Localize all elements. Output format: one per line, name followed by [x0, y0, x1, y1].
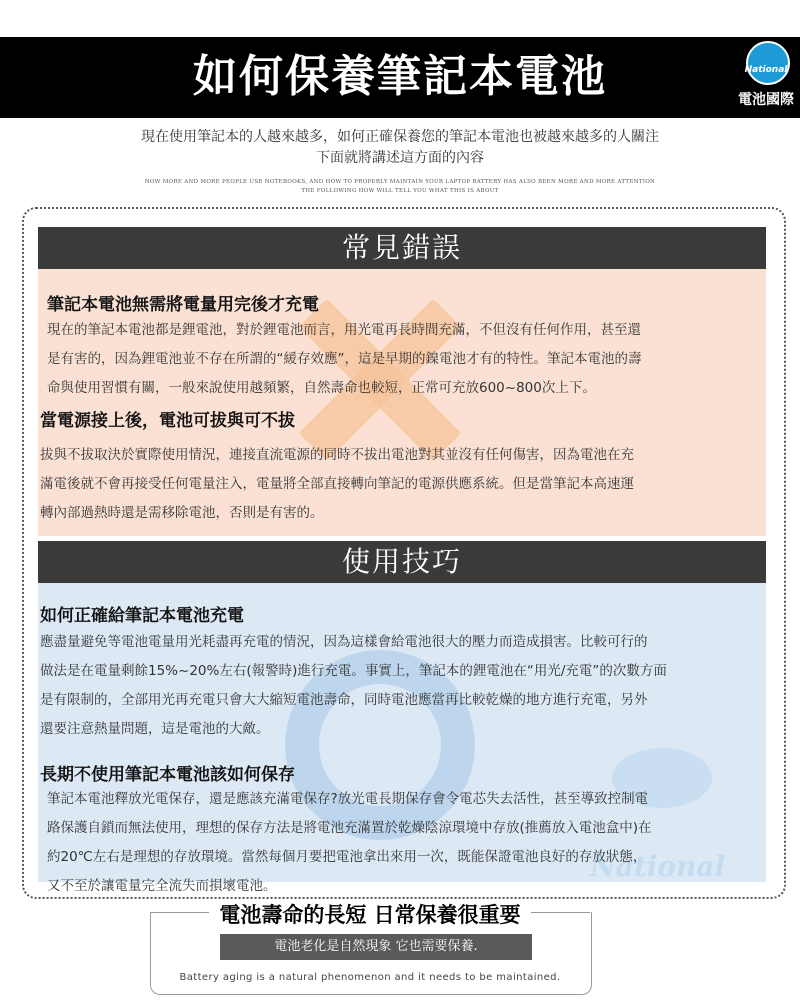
tip-body-2: 筆記本電池釋放光電保存，還是應該充滿電保存?放光電長期保存會令電芯失去活性，甚至導致控制電 路保護自鎖而無法使用，理想的保存方法是將電池充滿置於乾燥陰涼環境中存放(推薦放入電池盒中)在 約20℃左右是理想的存放環境。當然每個月要把電池拿出來用一次，既能保證電池良好的存放狀態， 又不至於讓電量完全流失而損壞電池。 — [47, 791, 652, 894]
header-banner — [0, 37, 800, 118]
footer-title — [0, 899, 740, 929]
tip-body-1: 應盡量避免等電池電量用光耗盡再充電的情況，因為這樣會給電池很大的壓力而造成損害。比較可行的 做法是在電量剩餘15%~20%左右(報警時)進行充電。事實上，筆記本的鋰電池在“用光/充電”的次數方面 是有限制的，全部用光再充電只會大大縮短電池壽命，同時電池應當再比較乾燥的地方進行充電，另外 還要注意熱量問題，這是電池的大敵。 — [40, 634, 667, 737]
intro-english: NOW MORE AND MORE PEOPLE USE NOTEBOOKS, AND HOW TO PROPERLY MAINTAIN YOUR LAPTOP BATTERY HAS ALSO BEEN MORE AND MORE ATTENTION THE FOLLOWING HOW WILL TELL YOU WHAT THIS IS ABOUT — [144, 179, 656, 194]
intro-text — [0, 127, 800, 169]
footer-english: Battery aging is a natural phenomenon and it needs to be maintained. — [179, 972, 561, 983]
tip-heading-2: 長期不使用筆記本電池該如何保存 — [40, 765, 295, 785]
watermark-text: National — [590, 850, 726, 883]
intro-line-1: 現在使用筆記本的人越來越多，如何正確保養您的筆記本電池也被越來越多的人關注 — [141, 129, 659, 145]
mistake-body-2: 拔與不拔取決於實際使用情況，連接直流電源的同時不拔出電池對其並沒有任何傷害，因為電池在充 滿電後就不會再接受任何電量注入，電量將全部直接轉向筆記的電源供應系統。但是當筆記本高速運 轉內部過熱時還是需移除電池，否則是有害的。 — [40, 447, 634, 521]
mistake-heading-2: 當電源接上後，電池可拔與可不拔 — [40, 411, 295, 431]
page-title: 如何保養筆記本電池 — [193, 51, 607, 102]
logo-globe-icon — [746, 41, 790, 85]
tips-section-title: 使用技巧 — [38, 541, 766, 583]
footer-title-text: 電池壽命的長短 日常保養很重要 — [209, 903, 530, 927]
mistake-heading-1: 筆記本電池無需將電量用完後才充電 — [47, 295, 319, 315]
brand-logo — [734, 41, 796, 113]
intro-line-2: 下面就將講述這方面的內容 — [316, 150, 484, 166]
footer-subtitle: 電池老化是自然現象 它也需要保養. — [220, 934, 532, 960]
tip-heading-1: 如何正確給筆記本電池充電 — [40, 606, 244, 626]
mistake-body-1: 現在的筆記本電池都是鋰電池，對於鋰電池而言，用光電再長時間充滿，不但沒有任何作用，甚至還 是有害的，因為鋰電池並不存在所謂的“緩存效應”，這是早期的鎳電池才有的特性。筆記本電池的壽 命與使用習慣有關，一般來說使用越頻繁，自然壽命也較短，正常可充放600~800次上下。 — [47, 322, 642, 396]
logo-name: 電池國際 — [738, 92, 794, 108]
mistakes-section-title: 常見錯誤 — [38, 227, 766, 269]
logo-caption: National — [744, 65, 788, 75]
